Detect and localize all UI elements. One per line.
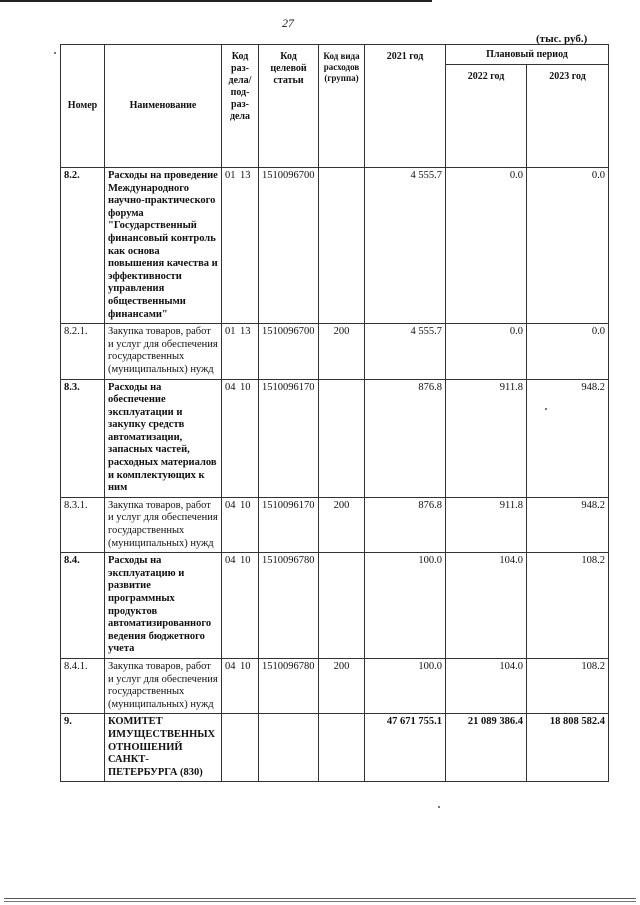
row-section: 04 (225, 381, 236, 393)
header-plan-period: Плановый период (446, 45, 609, 65)
header-year-2023: 2023 год (527, 65, 609, 168)
row-value-2023: 108.2 (527, 658, 609, 713)
row-number: 9. (61, 714, 105, 782)
row-section-code (222, 324, 259, 379)
header-year-2021: 2021 год (365, 45, 446, 168)
row-target-code: 1510096170 (259, 379, 319, 497)
table-row (61, 379, 609, 497)
row-number: 8.4. (61, 553, 105, 659)
row-expense-code: 200 (319, 658, 365, 713)
row-name: Закупка товаров, работ и услуг для обеспечения государственных (муниципальных) нужд (105, 497, 222, 552)
row-target-code: 1510096700 (259, 168, 319, 324)
row-target-code: 1510096780 (259, 553, 319, 659)
header-number: Номер (61, 45, 105, 168)
row-expense-code (319, 714, 365, 782)
row-subsection: 10 (240, 499, 251, 511)
row-section-code (222, 379, 259, 497)
row-value-2022: 104.0 (446, 658, 527, 713)
row-section-code (222, 658, 259, 713)
row-number: 8.3. (61, 379, 105, 497)
page-top-rule (0, 0, 432, 2)
row-subsection: 13 (240, 170, 251, 181)
row-value-2021: 876.8 (365, 379, 446, 497)
row-value-2022: 0.0 (446, 324, 527, 379)
scan-artifact (438, 806, 440, 808)
row-expense-code (319, 553, 365, 659)
budget-table (60, 44, 609, 782)
row-section: 04 (225, 660, 236, 672)
row-section-code (222, 714, 259, 782)
row-expense-code: 200 (319, 324, 365, 379)
row-section: 04 (225, 499, 236, 511)
row-value-2021: 100.0 (365, 553, 446, 659)
row-name: Закупка товаров, работ и услуг для обеспечения государственных (муниципальных) нужд (105, 324, 222, 379)
table-row (61, 168, 609, 324)
units-label: (тыс. руб.) (536, 33, 588, 45)
row-value-2023: 0.0 (527, 324, 609, 379)
header-target-code: Код целевой статьи (259, 45, 319, 168)
row-value-2023: 108.2 (527, 553, 609, 659)
row-expense-code (319, 168, 365, 324)
table-header (61, 45, 609, 168)
row-name: КОМИТЕТ ИМУЩЕСТВЕННЫХ ОТНОШЕНИЙ САНКТ-ПЕТЕРБУРГА (830) (105, 714, 222, 782)
table-row (61, 714, 609, 782)
row-number: 8.4.1. (61, 658, 105, 713)
header-year-2022: 2022 год (446, 65, 527, 168)
row-section-code (222, 553, 259, 659)
row-subsection: 13 (240, 326, 251, 338)
row-target-code: 1510096170 (259, 497, 319, 552)
row-name: Расходы на обеспечение эксплуатации и закупку средств автоматизации, запасных частей, расходных материалов и комплектующих к ним (105, 379, 222, 497)
row-value-2022: 911.8 (446, 497, 527, 552)
header-section-code: Код раз-дела/ под-раз-дела (222, 45, 259, 168)
row-value-2021: 4 555.7 (365, 168, 446, 324)
header-expense-code: Код вида расходов (группа) (319, 45, 365, 168)
table-body (61, 168, 609, 782)
header-name: Наименование (105, 45, 222, 168)
row-section-code (222, 497, 259, 552)
bottom-rule (4, 901, 636, 902)
row-value-2021: 100.0 (365, 658, 446, 713)
row-subsection: 10 (240, 660, 251, 672)
row-name: Расходы на эксплуатацию и развитие программных продуктов автоматизированного ведения бюджетного учета (105, 553, 222, 659)
row-value-2021: 47 671 755.1 (365, 714, 446, 782)
row-name: Закупка товаров, работ и услуг для обеспечения государственных (муниципальных) нужд (105, 658, 222, 713)
row-number: 8.2. (61, 168, 105, 324)
row-expense-code: 200 (319, 497, 365, 552)
row-subsection: 10 (240, 381, 251, 393)
row-value-2023: 0.0 (527, 168, 609, 324)
scan-artifact (54, 52, 56, 54)
row-number: 8.3.1. (61, 497, 105, 552)
row-value-2022: 21 089 386.4 (446, 714, 527, 782)
row-target-code: 1510096700 (259, 324, 319, 379)
row-value-2023: 18 808 582.4 (527, 714, 609, 782)
table-row (61, 497, 609, 552)
row-section-code (222, 168, 259, 324)
row-expense-code (319, 379, 365, 497)
row-value-2021: 876.8 (365, 497, 446, 552)
row-subsection: 10 (240, 555, 251, 567)
bottom-rule (4, 898, 636, 899)
row-value-2022: 104.0 (446, 553, 527, 659)
row-section: 01 (225, 326, 236, 338)
row-value-2021: 4 555.7 (365, 324, 446, 379)
page-number: 27 (282, 16, 294, 30)
table-row (61, 553, 609, 659)
row-number: 8.2.1. (61, 324, 105, 379)
row-name: Расходы на проведение Международного научно-практического форума "Государственный финансовый контроль как основа повышения качества и эффективности управления общественными финансами" (105, 168, 222, 324)
row-value-2022: 911.8 (446, 379, 527, 497)
table-row (61, 324, 609, 379)
row-value-2022: 0.0 (446, 168, 527, 324)
row-section: 04 (225, 555, 236, 567)
row-target-code (259, 714, 319, 782)
row-value-2023: 948.2 (527, 379, 609, 497)
row-target-code: 1510096780 (259, 658, 319, 713)
table-row (61, 658, 609, 713)
row-section: 01 (225, 170, 236, 181)
row-value-2023: 948.2 (527, 497, 609, 552)
